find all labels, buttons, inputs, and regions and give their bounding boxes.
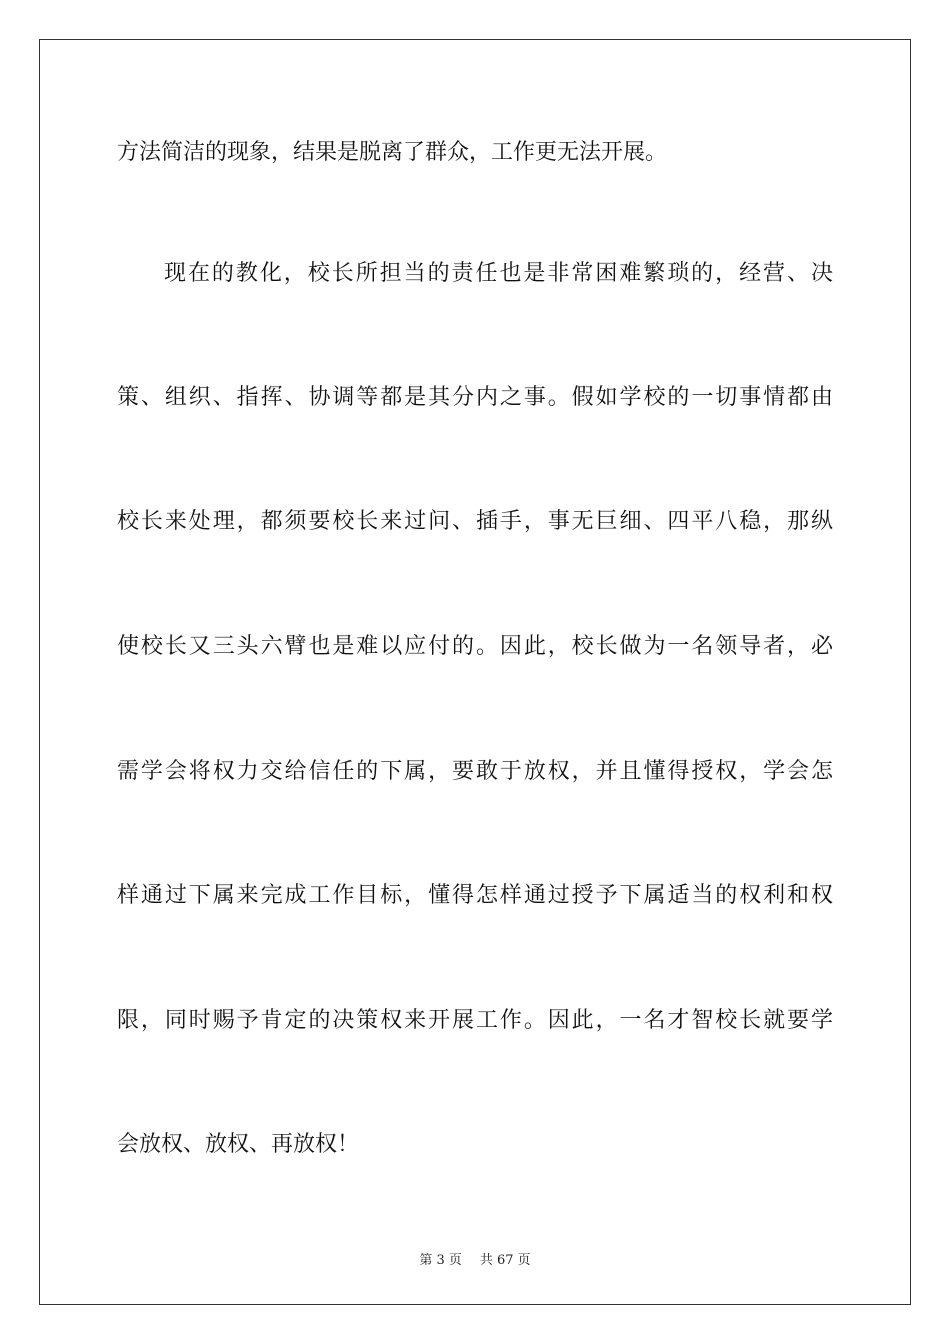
paragraph-line: 方法简洁的现象，结果是脱离了群众，工作更无法开展。 [117,140,668,165]
paragraph-line: 样通过下属来完成工作目标，懂得怎样通过授予下属适当的权利和权 [117,883,833,908]
paragraph-line: 限，同时赐予肯定的决策权来开展工作。因此，一名才智校长就要学 [117,1008,833,1033]
total-pages: 共 67 页 [479,1253,531,1268]
paragraph-line: 策、组织、指挥、协调等都是其分内之事。假如学校的一切事情都由 [117,385,833,410]
paragraph-line: 需学会将权力交给信任的下属，要敢于放权，并且懂得授权，学会怎 [117,759,833,784]
paragraph-line: 现在的教化，校长所担当的责任也是非常困难繁琐的，经营、决 [164,261,833,286]
paragraph-line: 会放权、放权、再放权！ [117,1132,360,1157]
paragraph-line: 校长来处理，都须要校长来过问、插手，事无巨细、四平八稳，那纵 [117,509,833,534]
page-border [39,39,911,1305]
paragraph-line: 使校长又三头六臂也是难以应付的。因此，校长做为一名领导者，必 [117,634,833,659]
page-number: 第 3 页 [419,1253,462,1268]
page-footer [0,1249,950,1268]
